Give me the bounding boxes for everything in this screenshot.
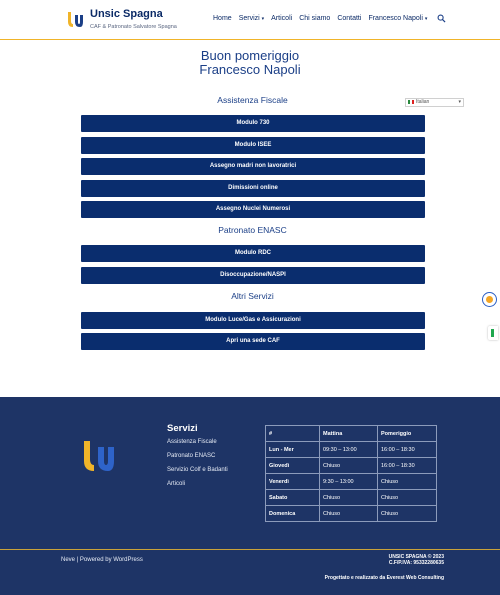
nav-home[interactable]: Home <box>213 15 232 22</box>
chevron-down-icon: ▾ <box>458 99 461 105</box>
footer-made-by[interactable]: Progettato e realizzato da Everest Web Consulting <box>324 575 444 581</box>
section-title-altri: Altri Servizi <box>231 291 274 301</box>
apri-sede-caf-button[interactable]: Apri una sede CAF <box>81 333 425 350</box>
footer-link-colf[interactable]: Servizio Colf e Badanti <box>167 467 228 473</box>
opening-hours-table <box>265 425 437 522</box>
table-row: Sabato Chiuso Chiuso <box>266 490 437 506</box>
disoccupazione-naspi-button[interactable]: Disoccupazione/NASPI <box>81 267 425 284</box>
side-tab-icon[interactable] <box>488 326 498 340</box>
site-footer <box>0 397 500 595</box>
site-header <box>0 0 500 40</box>
nav-servizi[interactable]: Servizi ▾ <box>238 15 265 22</box>
section-title-assistenza: Assistenza Fiscale <box>217 95 288 105</box>
language-select[interactable]: Italian ▾ <box>405 98 464 107</box>
footer-services-title: Servizi <box>167 423 198 434</box>
modulo-rdc-button[interactable]: Modulo RDC <box>81 245 425 262</box>
nav-user-menu[interactable]: Francesco Napoli ▾ <box>368 15 428 22</box>
site-title[interactable]: Unsic Spagna <box>90 8 163 20</box>
footer-credit-link[interactable]: Neve | Powered by WordPress <box>61 557 143 563</box>
assegno-madri-button[interactable]: Assegno madri non lavoratrici <box>81 158 425 175</box>
nav-articoli[interactable]: Articoli <box>271 15 293 22</box>
modulo-isee-button[interactable]: Modulo ISEE <box>81 137 425 154</box>
footer-link-articoli[interactable]: Articoli <box>167 481 186 487</box>
table-header-row: # Mattina Pomeriggio <box>266 426 437 442</box>
greeting-heading: Buon pomeriggio Francesco Napoli <box>199 48 301 77</box>
footer-link-patronato[interactable]: Patronato ENASC <box>167 453 216 459</box>
site-subtitle: CAF & Patronato Salvatore Spagna <box>90 24 177 30</box>
main-nav <box>213 15 427 22</box>
accessibility-widget-icon[interactable] <box>482 292 497 307</box>
chevron-down-icon: ▾ <box>261 16 265 22</box>
table-row: Venerdì 9:30 – 13:00 Chiuso <box>266 474 437 490</box>
modulo-730-button[interactable]: Modulo 730 <box>81 115 425 132</box>
search-icon[interactable] <box>437 14 446 23</box>
chevron-down-icon: ▾ <box>424 16 428 22</box>
nav-chi-siamo[interactable]: Chi siamo <box>299 15 331 22</box>
assegno-nuclei-button[interactable]: Assegno Nuclei Numerosi <box>81 201 425 218</box>
footer-copyright: UNSIC SPAGNA © 2023 C.F/P.IVA: 95332280635 <box>388 554 444 566</box>
dimissioni-online-button[interactable]: Dimissioni online <box>81 180 425 197</box>
footer-link-assistenza[interactable]: Assistenza Fiscale <box>167 439 217 445</box>
table-row: Giovedì Chiuso 16:00 – 18:30 <box>266 458 437 474</box>
modulo-luce-gas-button[interactable]: Modulo Luce/Gas e Assicurazioni <box>81 312 425 329</box>
nav-contatti[interactable]: Contatti <box>337 15 362 22</box>
unsic-logo-icon[interactable] <box>66 9 84 29</box>
table-row: Domenica Chiuso Chiuso <box>266 506 437 522</box>
footer-divider <box>0 549 500 550</box>
unsic-logo-icon <box>79 435 117 475</box>
section-title-patronato: Patronato ENASC <box>218 225 287 235</box>
table-row: Lun - Mer 09:30 – 13:00 16:00 – 18:30 <box>266 442 437 458</box>
